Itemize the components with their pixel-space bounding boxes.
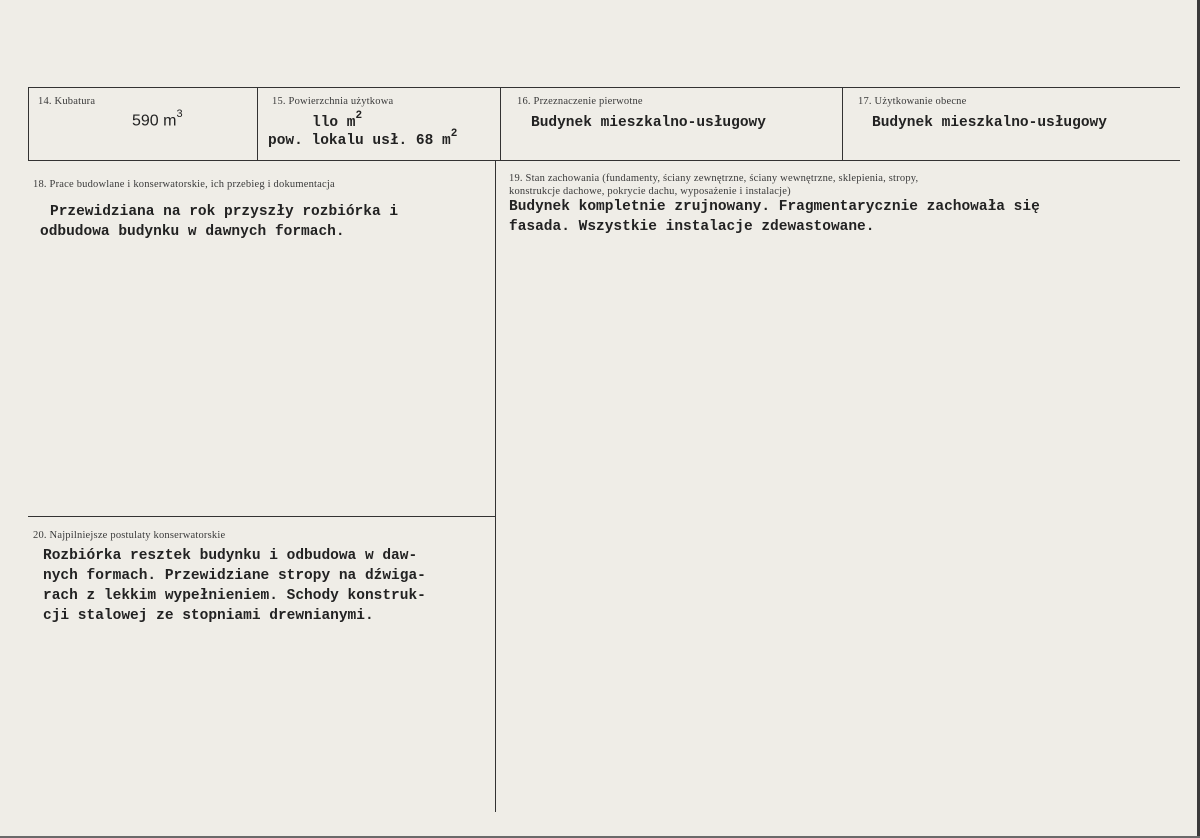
field-19-label-line2: konstrukcje dachowe, pokrycie dachu, wyposażenie i instalacje) bbox=[509, 186, 791, 197]
col-divider-14-15 bbox=[257, 87, 258, 161]
field-15-usable-area bbox=[312, 112, 362, 131]
col-divider-16-17 bbox=[842, 87, 843, 161]
field-15-label: 15. Powierzchnia użytkowa bbox=[272, 96, 394, 107]
field-20-line: Rozbiórka resztek budynku i odbudowa w daw- bbox=[43, 548, 418, 564]
field-19-text bbox=[509, 198, 1040, 237]
field-18-line: odbudowa budynku w dawnych formach. bbox=[40, 223, 345, 240]
row-divider-1 bbox=[28, 160, 1180, 161]
field-18-text bbox=[40, 203, 398, 242]
usable-area-value: llo m bbox=[312, 114, 356, 131]
volume-unit-exponent: 3 bbox=[176, 108, 183, 120]
field-18-label: 18. Prace budowlane i konserwatorskie, ich przebieg i dokumentacja bbox=[33, 179, 335, 190]
row-divider-2 bbox=[28, 516, 495, 517]
field-19-label-line1: 19. Stan zachowania (fundamenty, ściany zewnętrzne, ściany wewnętrzne, sklepienia, stropy, bbox=[509, 173, 919, 184]
field-14-value bbox=[132, 110, 183, 130]
field-16-value: Budynek mieszkalno-usługowy bbox=[531, 115, 766, 131]
shop-area-value: pow. lokalu usł. 68 m bbox=[268, 132, 451, 149]
field-15-shop-area bbox=[268, 130, 457, 149]
field-17-label: 17. Użytkowanie obecne bbox=[858, 96, 967, 107]
field-17-value: Budynek mieszkalno-usługowy bbox=[872, 115, 1107, 131]
field-20-text bbox=[43, 546, 426, 626]
field-20-line: cji stalowej ze stopniami drewnianymi. bbox=[43, 608, 374, 624]
col-divider-main bbox=[495, 160, 496, 812]
table-top-border bbox=[28, 87, 1180, 88]
field-20-line: nych formach. Przewidziane stropy na dźwiga- bbox=[43, 568, 426, 584]
field-19-line: Budynek kompletnie zrujnowany. Fragmentarycznie zachowała się bbox=[509, 199, 1040, 215]
field-20-label: 20. Najpilniejsze postulaty konserwatorskie bbox=[33, 530, 226, 541]
table-left-border bbox=[28, 87, 29, 161]
usable-area-exponent: 2 bbox=[355, 110, 363, 122]
col-divider-15-16 bbox=[500, 87, 501, 161]
field-18-line: Przewidziana na rok przyszły rozbiórka i bbox=[50, 204, 399, 220]
volume-number: 590 m bbox=[132, 112, 177, 130]
field-16-label: 16. Przeznaczenie pierwotne bbox=[517, 96, 643, 107]
field-19-line: fasada. Wszystkie instalacje zdewastowane. bbox=[509, 218, 875, 235]
field-14-label: 14. Kubatura bbox=[38, 96, 96, 107]
field-20-line: rach z lekkim wypełnieniem. Schody konstruk- bbox=[43, 588, 426, 604]
shop-area-exponent: 2 bbox=[450, 128, 458, 140]
